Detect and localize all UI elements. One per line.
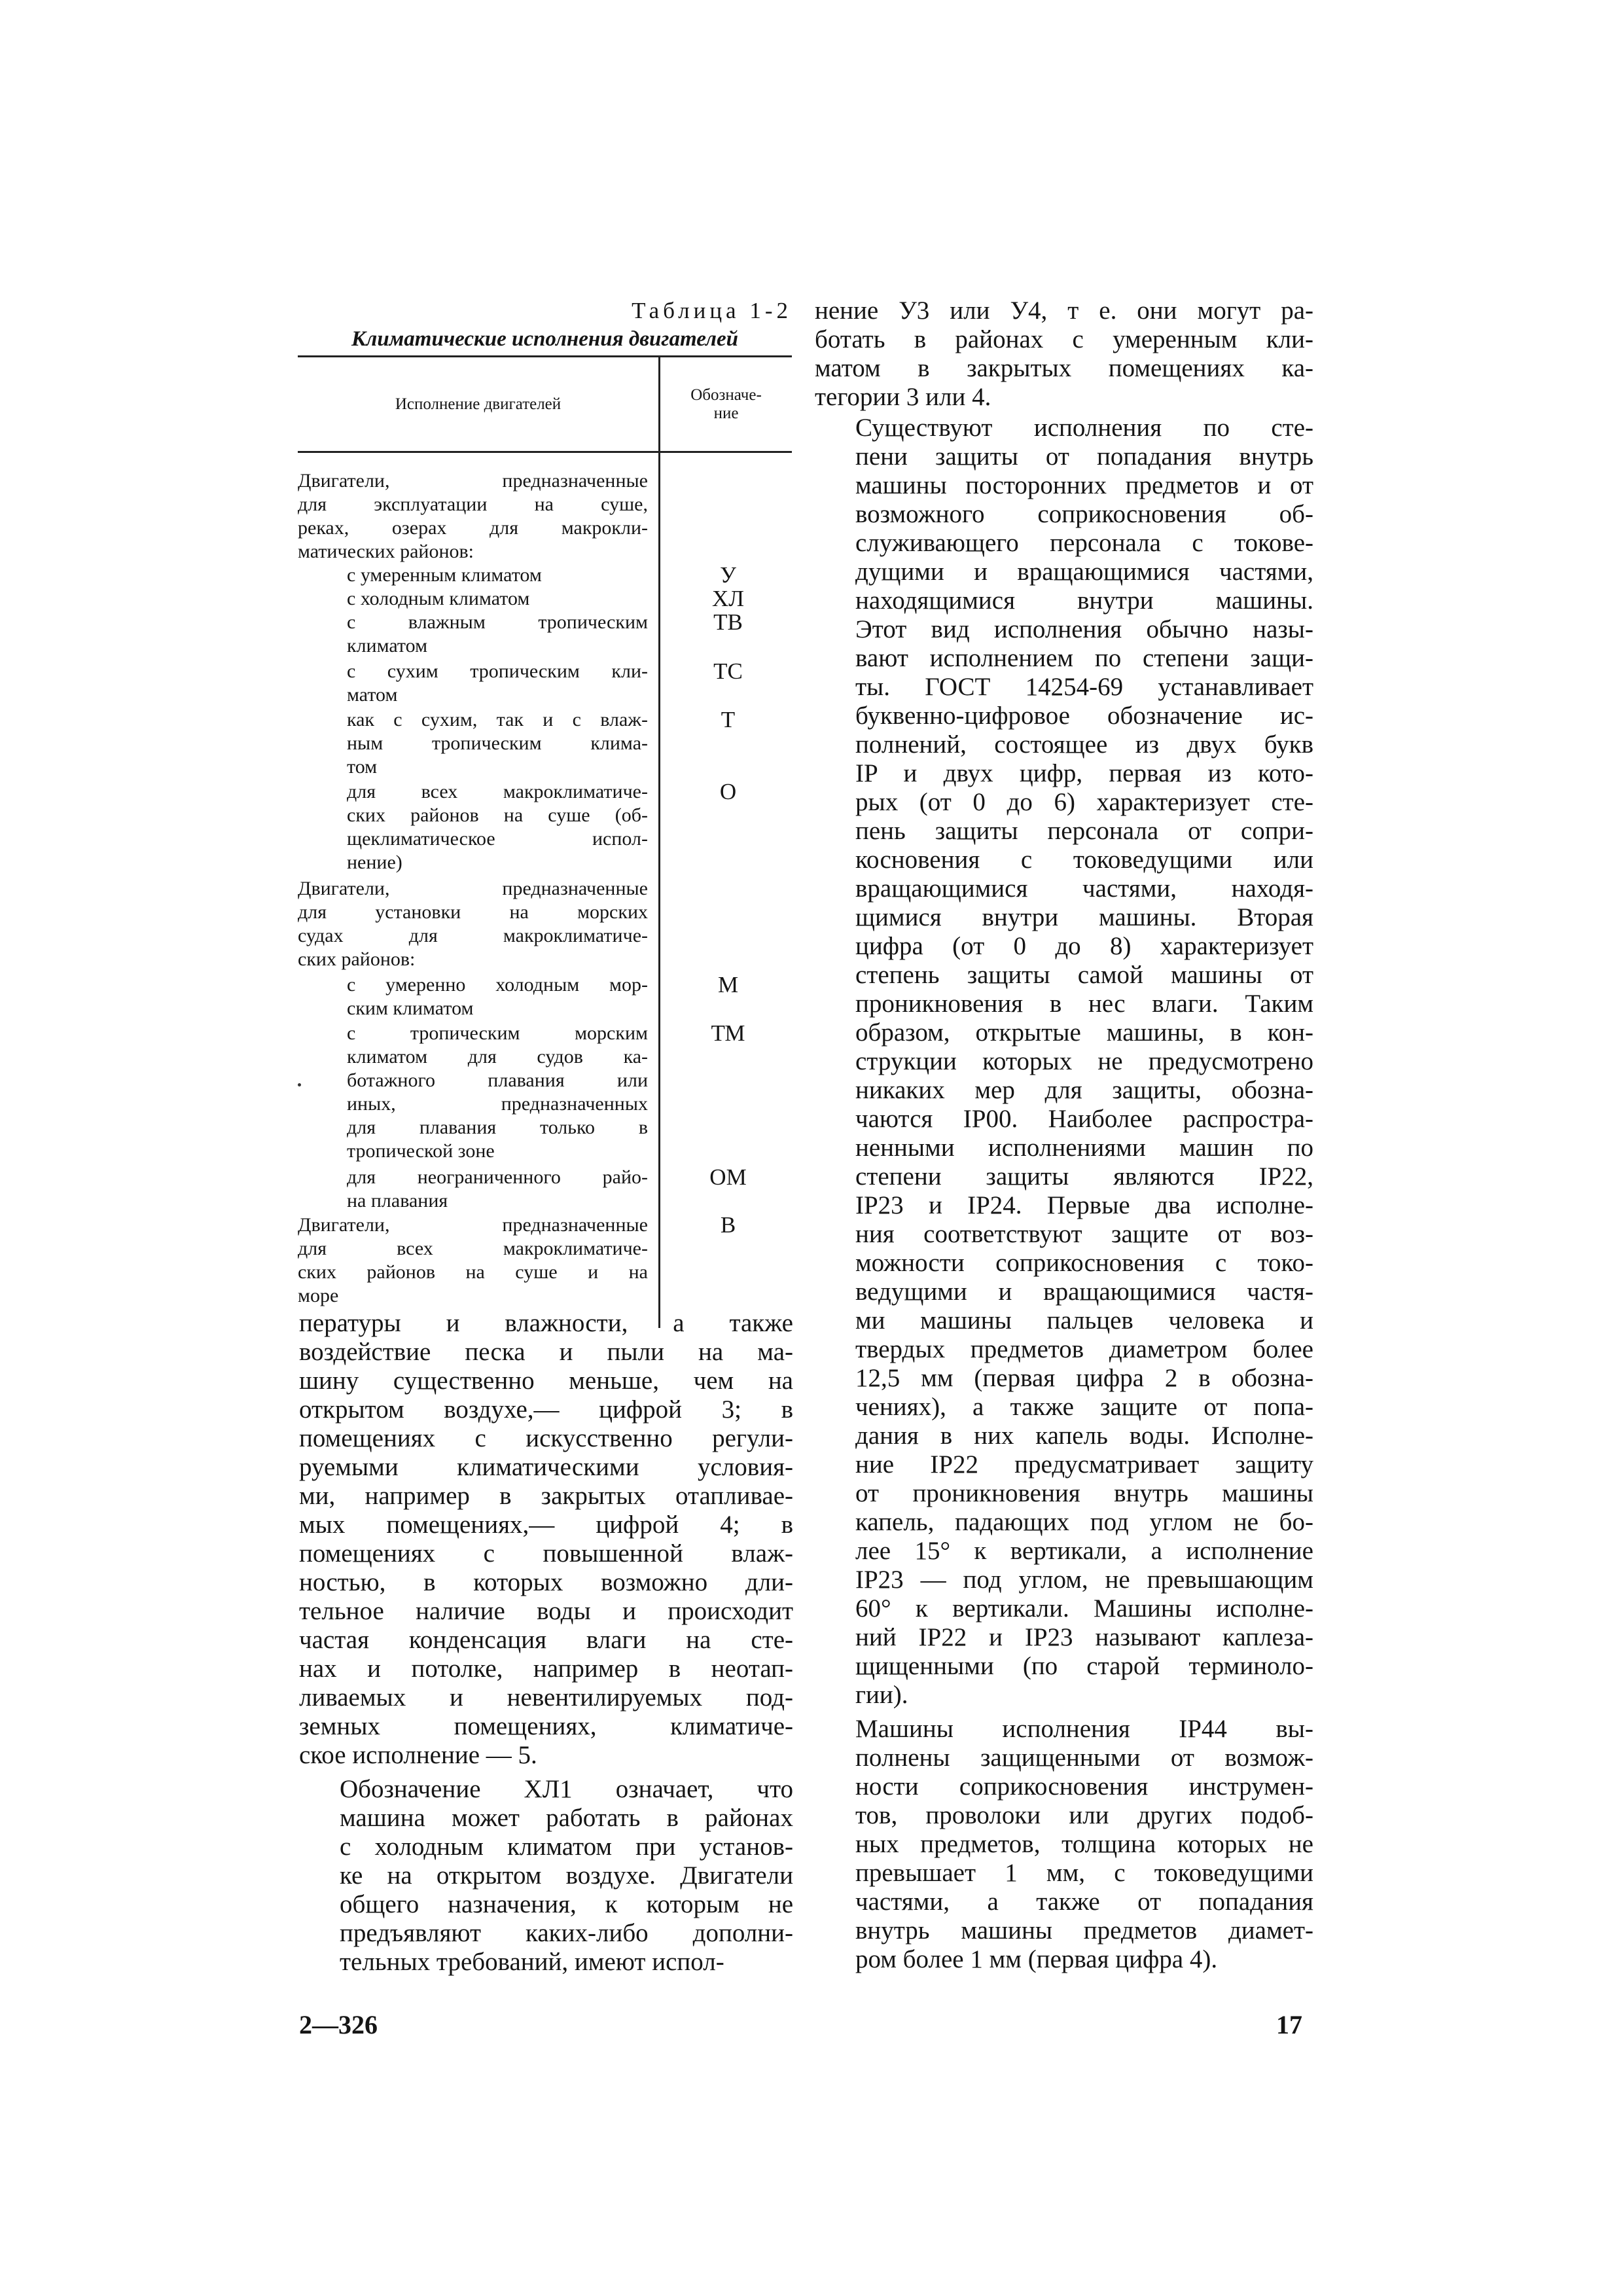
text-line: частями, а также от попадания [855,1888,1313,1916]
table-text-line: реках, озерах для макрокли- [298,517,648,539]
text-line: ных предметов, толщина которых не [855,1830,1313,1858]
text-line: Обозначение ХЛ1 означает, что [340,1775,793,1803]
right-column-text [815,296,1313,1974]
table-text-line: с холодным климатом [347,588,530,609]
print-speck [298,1083,301,1086]
table-text-line: на плавания [347,1190,448,1211]
text-line: капель, падающих под углом не бо- [855,1508,1313,1536]
table-row-description [347,611,648,658]
table-text-line: ских районов на суше (об- [347,804,648,826]
table-title: Климатические исполнения двигателей [298,325,792,357]
climate-table [298,296,792,1328]
text-line: тельное наличие воды и происходит [299,1597,793,1625]
text-line: косновения с токоведущими или [855,846,1313,874]
text-line: ности соприкосновения инструмен- [855,1772,1313,1801]
text-line: открытом воздухе,— цифрой 3; в [299,1395,793,1424]
table-text-line: для плавания только в [347,1117,648,1138]
table-text-line: щеклиматическое испол- [347,828,648,850]
text-line: твердых предметов диаметром более [855,1335,1313,1363]
text-line: щимися внутри машины. Вторая [855,903,1313,931]
table-header [298,357,792,453]
text-line: ненными исполнениями машин по [855,1134,1313,1162]
paragraph-protection [815,414,1313,1710]
table-row-code: ТС [713,658,743,684]
text-line: внутрь машины предметов диамет- [855,1916,1313,1945]
table-header-execution: Исполнение двигателей [395,395,562,413]
table-text-line: для установки на морских [298,901,648,923]
text-line: пени защиты от попадания внутрь [855,442,1313,471]
table-number: Таблица 1-2 [632,298,792,323]
table-row-code: ТМ [711,1020,745,1046]
text-line: 60° к вертикали. Машины исполне- [855,1594,1313,1623]
table-row-description [347,708,648,779]
text-line: помещениях с искусственно регули- [299,1424,793,1452]
text-line: возможного соприкосновения об- [855,500,1313,528]
text-line: ми машины пальцев человека и [855,1306,1313,1335]
text-line: гии). [855,1681,908,1709]
text-line: IP23 — под углом, не превышающим [855,1566,1313,1594]
page-number: 17 [1276,2010,1302,2039]
text-line: ливаемых и невентилируемых под- [299,1683,793,1712]
text-line: тов, проволоки или других подоб- [855,1801,1313,1829]
text-line: с холодным климатом при установ- [340,1833,793,1861]
text-line: 12,5 мм (первая цифра 2 в обозна- [855,1364,1313,1392]
text-line: Существуют исполнения по сте- [855,414,1313,442]
text-line: чаются IP00. Наиболее распростра- [855,1105,1313,1133]
table-row-code: В [720,1212,736,1238]
text-line: цифра (от 0 до 8) характеризует [855,932,1313,960]
table-row-code: ХЛ [711,586,744,611]
text-line: дания в них капель воды. Исполне- [855,1422,1313,1450]
table-text-line: нение) [347,852,402,873]
text-line: IP23 и IP24. Первые два исполне- [855,1191,1313,1219]
text-line: шину существенно меньше, чем на [299,1367,793,1395]
table-row-description [347,1022,648,1163]
text-line: ми, например в закрытых отапливае- [299,1482,793,1510]
text-line: машина может работать в районах [340,1804,793,1832]
text-line: Машины исполнения IP44 вы- [855,1715,1313,1743]
text-line: щищенными (по старой терминоло- [855,1652,1313,1680]
table-text-line: климатом [347,635,428,656]
paragraph-xl1 [299,1775,793,1977]
text-line: помещениях с повышенной влаж- [299,1539,793,1568]
text-line: ностью, в которых возможно дли- [299,1568,793,1596]
table-text-line: с умеренно холодным мор- [347,974,648,996]
text-line: степени защиты являются IP22, [855,1162,1313,1191]
text-line: нение У3 или У4, т е. они могут ра- [815,296,1313,325]
text-line: ром более 1 мм (первая цифра 4). [855,1945,1218,1973]
table-text-line: климатом для судов ка- [347,1046,648,1067]
table-text-line: судах для макроклиматиче- [298,925,648,946]
table-row-code: У [720,562,736,588]
text-line: чениях), а также защите от попа- [855,1393,1313,1421]
paragraph-ip44 [815,1715,1313,1974]
left-column-text [299,1309,793,1977]
text-line: нах и потолке, например в неотап- [299,1655,793,1683]
paragraph-continued [815,296,1313,412]
text-line: проникновения в нес влаги. Таким [855,990,1313,1018]
table-text-line: том [347,756,378,778]
text-line: предъявляют каких-либо дополни- [340,1919,793,1947]
table-text-line: иных, предназначенных [347,1093,648,1115]
text-line: руемыми климатическими условия- [299,1453,793,1481]
text-line: превышает 1 мм, с токоведущими [855,1859,1313,1887]
text-line: рых (от 0 до 6) характеризует сте- [855,788,1313,816]
text-line: ние IP22 предусматривает защиту [855,1450,1313,1479]
table-text-line: море [298,1285,339,1306]
table-text-line: с умеренным климатом [347,564,542,586]
table-row-code: Т [721,707,736,732]
table-row-description [347,564,648,587]
text-line: земных помещениях, климатиче- [299,1712,793,1740]
table-text-line: ских районов на суше и на [298,1261,648,1283]
text-line: воздействие песка и пыли на ма- [299,1338,793,1366]
table-row-code: О [719,779,737,804]
table-row-description [347,587,648,611]
table-row-description [347,973,648,1020]
text-line: общего назначения, к которым не [340,1890,793,1918]
table-text-line: ботажного плавания или [347,1069,648,1091]
table-body [298,453,792,1328]
table-text-line: матом [347,684,398,706]
column-divider [658,453,660,1328]
text-line: тегории 3 или 4. [815,383,991,411]
signature-mark: 2—326 [299,2010,378,2039]
table-text-line: для всех макроклиматиче- [347,781,648,802]
table-text-line: для неограниченного райо- [347,1166,648,1188]
text-line: ботать в районах с умеренным кли- [815,325,1313,353]
table-text-line: ным тропическим клима- [347,732,648,754]
text-line: пень защиты персонала от сопри- [855,817,1313,845]
text-line: буквенно-цифровое обозначение ис- [855,702,1313,730]
text-line: образом, открытые машины, в кон- [855,1018,1313,1047]
text-line: частая конденсация влаги на сте- [299,1626,793,1654]
table-text-line: Двигатели, предназначенные [298,878,648,899]
text-line: струкции которых не предусмотрено [855,1047,1313,1075]
table-header-designation [658,357,792,451]
text-line: степень защиты самой машины от [855,961,1313,989]
table-text-line: матических районов: [298,541,474,562]
text-line: матом в закрытых помещениях ка- [815,354,1313,382]
text-line: от проникновения внутрь машины [855,1479,1313,1507]
text-line: ния соответствуют защите от воз- [855,1220,1313,1248]
table-row-description [298,1213,648,1308]
text-line: полнены защищенными от возмож- [855,1744,1313,1772]
table-text-line: с влажным тропическим [347,611,648,633]
table-text-line: с тропическим морским [347,1022,648,1044]
table-row-description [347,780,648,874]
table-row-code: ТВ [713,609,743,635]
table-text-line: с сухим тропическим кли- [347,660,648,682]
text-line: служивающего персонала с токове- [855,529,1313,557]
text-line: IP и двух цифр, первая из кото- [855,759,1313,787]
text-line: никаких мер для защиты, обозна- [855,1076,1313,1104]
text-line: пературы и влажности, а также [299,1309,793,1337]
text-line: ское исполнение — 5. [299,1741,537,1769]
text-line: можности соприкосновения с токо- [855,1249,1313,1277]
table-row-description [347,660,648,707]
text-line: ты. ГОСТ 14254-69 устанавливает [855,673,1313,701]
table-row-description [347,1166,648,1213]
table-text-line: для эксплуатации на суше, [298,493,648,515]
text-line: вращающимися частями, находя- [855,874,1313,903]
table-text-line: Двигатели, предназначенные [298,1214,648,1236]
table-text-line: как с сухим, так и с влаж- [347,709,648,730]
table-row-description [298,469,648,564]
text-line: ний IP22 и IP23 называют каплеза- [855,1623,1313,1651]
text-line: мых помещениях,— цифрой 4; в [299,1511,793,1539]
table-row-description [298,877,648,971]
table-row-code: М [717,972,739,997]
text-line: ке на открытом воздухе. Двигатели [340,1861,793,1890]
text-line: тельных требований, имеют испол- [340,1948,724,1976]
designation-header-text: Обозначе-ние [690,386,762,422]
table-text-line: ских районов: [298,948,416,970]
text-line: ведущими и вращающимися частя- [855,1278,1313,1306]
text-line: полнений, состоящее из двух букв [855,730,1313,759]
text-line: лее 15° к вертикали, а исполнение [855,1537,1313,1565]
text-line: машины посторонних предметов и от [855,471,1313,499]
text-line: дущими и вращающимися частями, [855,558,1313,586]
table-text-line: Двигатели, предназначенные [298,470,648,492]
text-line: находящимися внутри машины. [855,586,1313,615]
table-text-line: для всех макроклиматиче- [298,1238,648,1259]
paragraph-continued [299,1309,793,1770]
table-text-line: ским климатом [347,997,474,1019]
table-row-code: ОМ [709,1164,747,1190]
text-line: вают исполнением по степени защи- [855,644,1313,672]
text-line: Этот вид исполнения обычно назы- [855,615,1313,643]
table-text-line: тропической зоне [347,1140,495,1162]
